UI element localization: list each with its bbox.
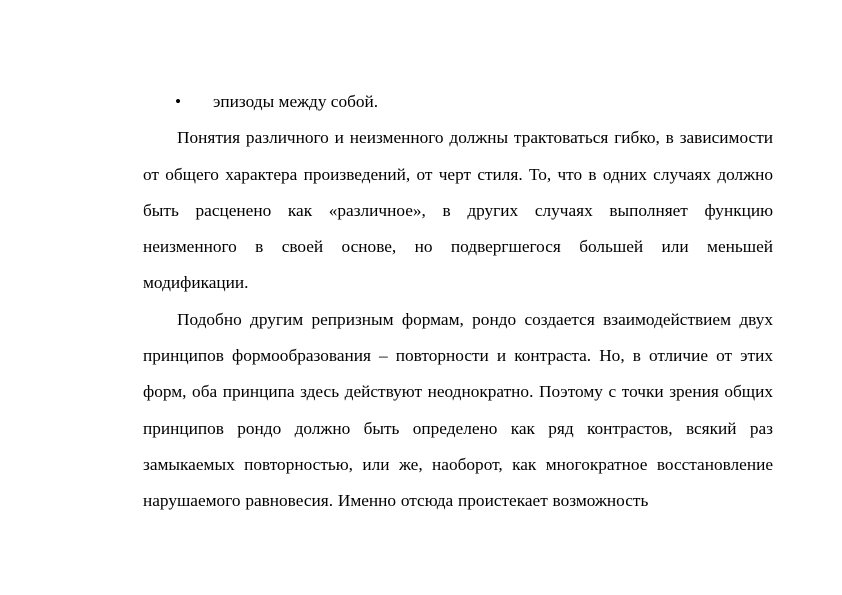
text-body [143, 84, 773, 520]
paragraph-1: Понятия различного и неизменного должны трактоваться гибко, в зависимости от общего характера произведений, от черт стиля. То, что в одних случаях должно быть расценено как «различное», в других случаях выполняет функцию неизменного в своей основе, но подвергшегося большей или меньшей модификации. [143, 128, 773, 293]
bullet-list-item [143, 84, 773, 120]
bullet-icon: • [175, 92, 182, 111]
bullet-text: эпизоды между собой. [213, 92, 379, 111]
paragraph-2: Подобно другим репризным формам, рондо создается взаимодействием двух принципов формообразования – повторности и контраста. Но, в отличие от этих форм, оба принципа здесь действуют неоднократно. Поэтому с точки зрения общих принципов рондо должно быть определено как ряд контрастов, всякий раз замыкаемых повторностью, или же, наоборот, как многократное восстановление нарушаемого равновесия. Именно отсюда проистекает возможность [143, 309, 773, 511]
